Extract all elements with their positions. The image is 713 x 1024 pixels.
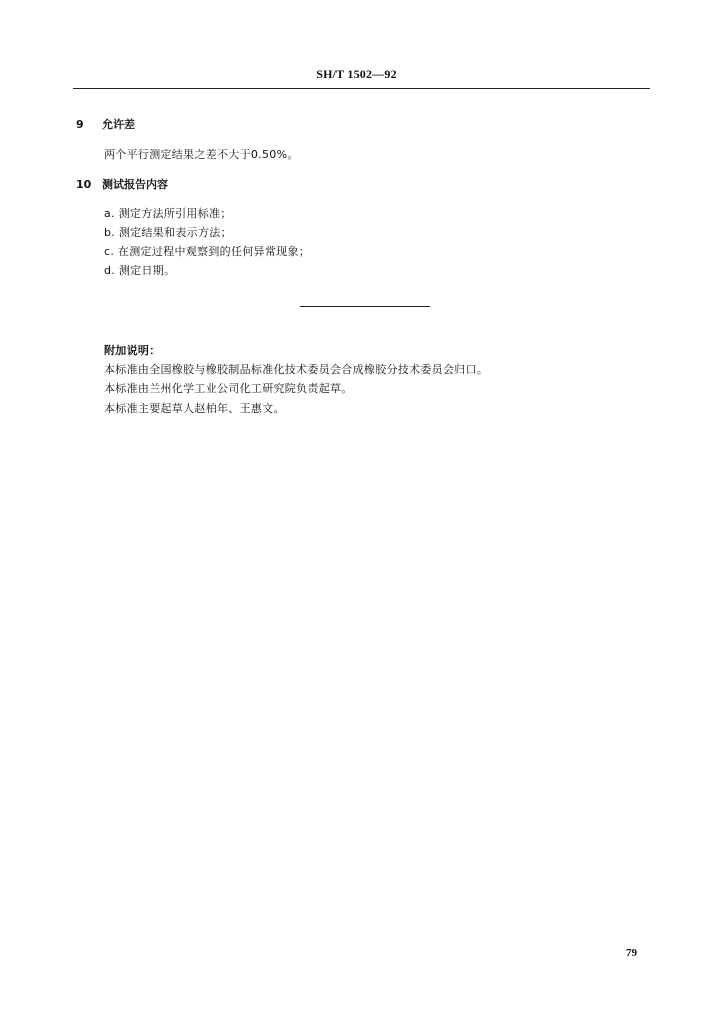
section-number: 9 (76, 118, 84, 131)
appendix-line-2: 本标准由兰州化学工业公司化工研究院负责起草。 (104, 382, 353, 395)
appendix-line-1: 本标准由全国橡胶与橡胶制品标准化技术委员会合成橡胶分技术委员会归口。 (104, 363, 489, 376)
list-item-d: d. 测定日期。 (104, 264, 176, 277)
list-item-b: b. 测定结果和表示方法； (104, 226, 232, 239)
section-10-heading (76, 176, 168, 192)
appendix-title: 附加说明： (104, 344, 161, 357)
page-number: 79 (626, 947, 637, 959)
section-number: 10 (76, 178, 92, 191)
list-item-c: c. 在测定过程中观察到的任何异常现象； (104, 245, 311, 258)
section-9-body: 两个平行测定结果之差不大于0.50%。 (104, 148, 299, 161)
section-9-heading (76, 116, 135, 132)
appendix-line-3: 本标准主要起草人赵柏年、王惠文。 (104, 402, 285, 415)
section-title: 允许差 (102, 118, 135, 131)
section-title: 测试报告内容 (102, 178, 168, 191)
list-item-a: a. 测定方法所引用标准； (104, 207, 232, 220)
standard-code-header: SH/T 1502—92 (316, 67, 397, 81)
section-separator (300, 306, 430, 307)
header-rule (73, 88, 650, 89)
